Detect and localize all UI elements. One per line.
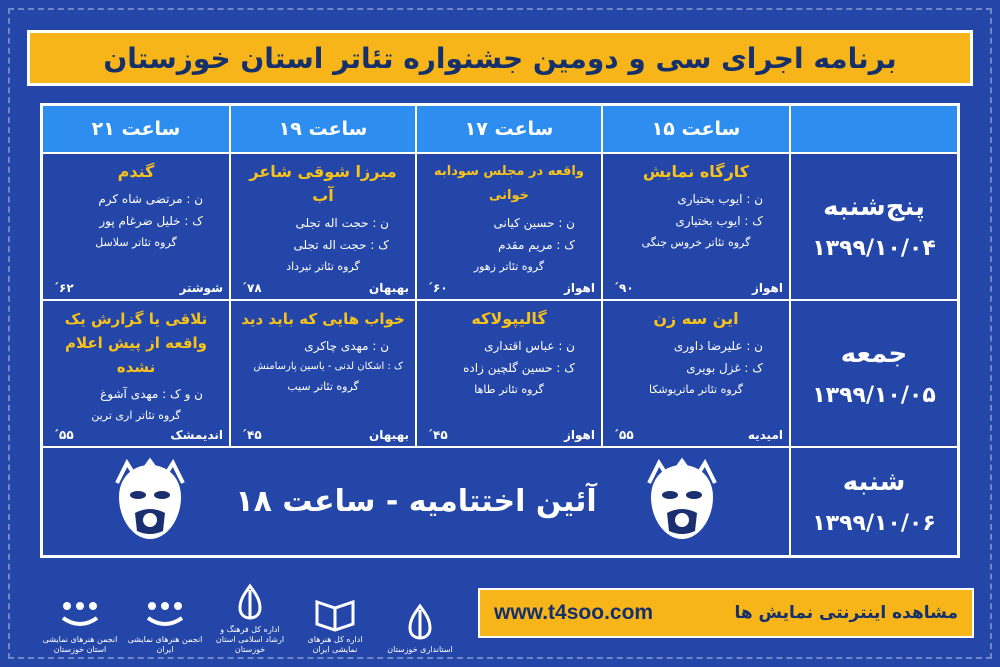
header-15: ساعت ۱۵ — [602, 105, 790, 153]
show-group: گروه تئاتر سیب — [287, 380, 359, 393]
show-writer: ن : ایوب بختیاری — [677, 192, 763, 206]
show-cell — [42, 300, 230, 447]
show-group: گروه تئاتر اری ترین — [91, 409, 181, 422]
show-writer: ن : مهدی چاکری — [304, 339, 389, 353]
sponsor-name: اداره کل فرهنگ و ارشاد اسلامی استان خوزستان — [215, 625, 285, 654]
page-title: برنامه اجرای سی و دومین جشنواره تئاتر استان خوزستان — [27, 30, 973, 86]
show-director: ک : غزل بویری — [686, 361, 763, 375]
show-group: گروه تئاتر طاها — [474, 383, 544, 396]
show-duration: ۶۰´ — [427, 281, 448, 295]
show-cell — [230, 300, 416, 447]
sponsor-name: انجمن هنرهای نمایشی استان خوزستان — [42, 635, 118, 654]
theatre-mask-icon — [105, 457, 195, 547]
show-title: کارگاه نمایش — [642, 162, 750, 181]
show-cell — [416, 153, 602, 300]
sponsor-logo — [380, 602, 460, 655]
book-logo-icon — [313, 592, 357, 632]
footer-text: مشاهده اینترنتی نمایش ها — [734, 603, 958, 623]
sponsor-name: اداره کل هنرهای نمایشی ایران — [307, 635, 363, 654]
show-duration: ۵۵´ — [53, 428, 74, 442]
sponsor-logo — [125, 596, 205, 655]
show-director: ک : خلیل ضرغام پور — [99, 214, 203, 228]
closing-ceremony-text: آئین اختتامیه - ساعت ۱۸ — [235, 484, 597, 519]
header-19: ساعت ۱۹ — [230, 105, 416, 153]
day-thursday — [790, 153, 958, 300]
show-duration: ۶۲´ — [53, 281, 74, 295]
show-city: اندیمشک — [170, 428, 223, 442]
show-director: ک : ایوب بختیاری — [675, 214, 763, 228]
show-title: تلاقی یا گزارش یک واقعه از پیش اعلام نشده — [64, 310, 208, 376]
footer-banner — [478, 588, 974, 638]
show-city: بهبهان — [369, 281, 409, 295]
show-cell — [42, 153, 230, 300]
show-city: شوشتر — [179, 281, 223, 295]
show-title: میرزا شوقی شاعر آب — [249, 162, 397, 205]
show-cell — [602, 300, 790, 447]
show-duration: ۵۵´ — [613, 428, 634, 442]
sponsor-logo — [210, 582, 290, 655]
theatre-mask-icon — [637, 457, 727, 547]
show-group: گروه تئاتر ماتریوشکا — [649, 383, 743, 396]
show-group: گروه تئاتر خروس جنگی — [641, 236, 751, 249]
website-link[interactable]: www.t4soo.com — [494, 601, 654, 624]
show-group: گروه تئاتر زهور — [473, 260, 545, 273]
corner-cell — [790, 105, 958, 153]
closing-ceremony-cell — [42, 447, 790, 556]
show-title: گندم — [117, 162, 155, 181]
show-city: اهواز — [564, 428, 595, 442]
show-title: واقعه در مجلس سودابه خوانی — [434, 164, 584, 203]
show-group: گروه تئاتر سلاسل — [95, 236, 177, 249]
show-city: اهواز — [752, 281, 783, 295]
day-friday — [790, 300, 958, 447]
show-writer: ن : حسین کیانی — [493, 216, 575, 230]
show-writer: ن : حجت اله تجلی — [295, 216, 389, 230]
sponsor-logo — [40, 596, 120, 655]
day-name: جمعه — [840, 339, 908, 369]
smile-logo-icon — [55, 596, 105, 632]
sponsor-name: انجمن هنرهای نمایشی ایران — [127, 635, 203, 654]
show-title: خواب هایی که باید دید — [241, 310, 405, 328]
show-director: ک : حجت اله تجلی — [293, 238, 389, 252]
day-date: ۱۳۹۹/۱۰/۰۶ — [812, 511, 936, 536]
show-cell — [230, 153, 416, 300]
header-17: ساعت ۱۷ — [416, 105, 602, 153]
show-city: اهواز — [564, 281, 595, 295]
show-city: بهبهان — [369, 428, 409, 442]
show-cell — [602, 153, 790, 300]
sponsor-name: استانداری خوزستان — [387, 645, 453, 654]
day-date: ۱۳۹۹/۱۰/۰۴ — [812, 236, 936, 261]
emblem-icon — [230, 582, 270, 622]
show-director: ک : مریم مقدم — [498, 238, 575, 252]
sponsor-logos — [40, 575, 460, 655]
show-duration: ۴۵´ — [241, 428, 262, 442]
emblem-icon — [400, 602, 440, 642]
show-title: گالیپولاکه — [471, 309, 547, 328]
show-duration: ۹۰´ — [613, 281, 634, 295]
day-name: شنبه — [842, 467, 906, 497]
show-director: ک : اشکان لدنی - یاسین پارسامنش — [253, 361, 403, 372]
day-saturday — [790, 447, 958, 556]
show-writer: ن : مرتضی شاه کرم — [98, 192, 203, 206]
schedule-grid — [40, 103, 960, 558]
smile-logo-icon — [140, 596, 190, 632]
show-duration: ۷۸´ — [241, 281, 262, 295]
show-duration: ۴۵´ — [427, 428, 448, 442]
show-writer: ن : عباس اقتداری — [484, 339, 575, 353]
show-writer: ن و ک : مهدی آشوغ — [100, 387, 203, 401]
show-director: ک : حسین گلچین زاده — [463, 361, 575, 375]
day-date: ۱۳۹۹/۱۰/۰۵ — [812, 383, 936, 408]
show-city: امیدیه — [747, 428, 783, 442]
show-group: گروه تئاتر تیرداد — [286, 260, 360, 273]
day-name: پنج‌شنبه — [823, 192, 925, 222]
show-cell — [416, 300, 602, 447]
sponsor-logo — [295, 592, 375, 655]
show-title: این سه زن — [653, 309, 739, 328]
show-writer: ن : علیرضا داوری — [673, 339, 763, 353]
header-21: ساعت ۲۱ — [42, 105, 230, 153]
